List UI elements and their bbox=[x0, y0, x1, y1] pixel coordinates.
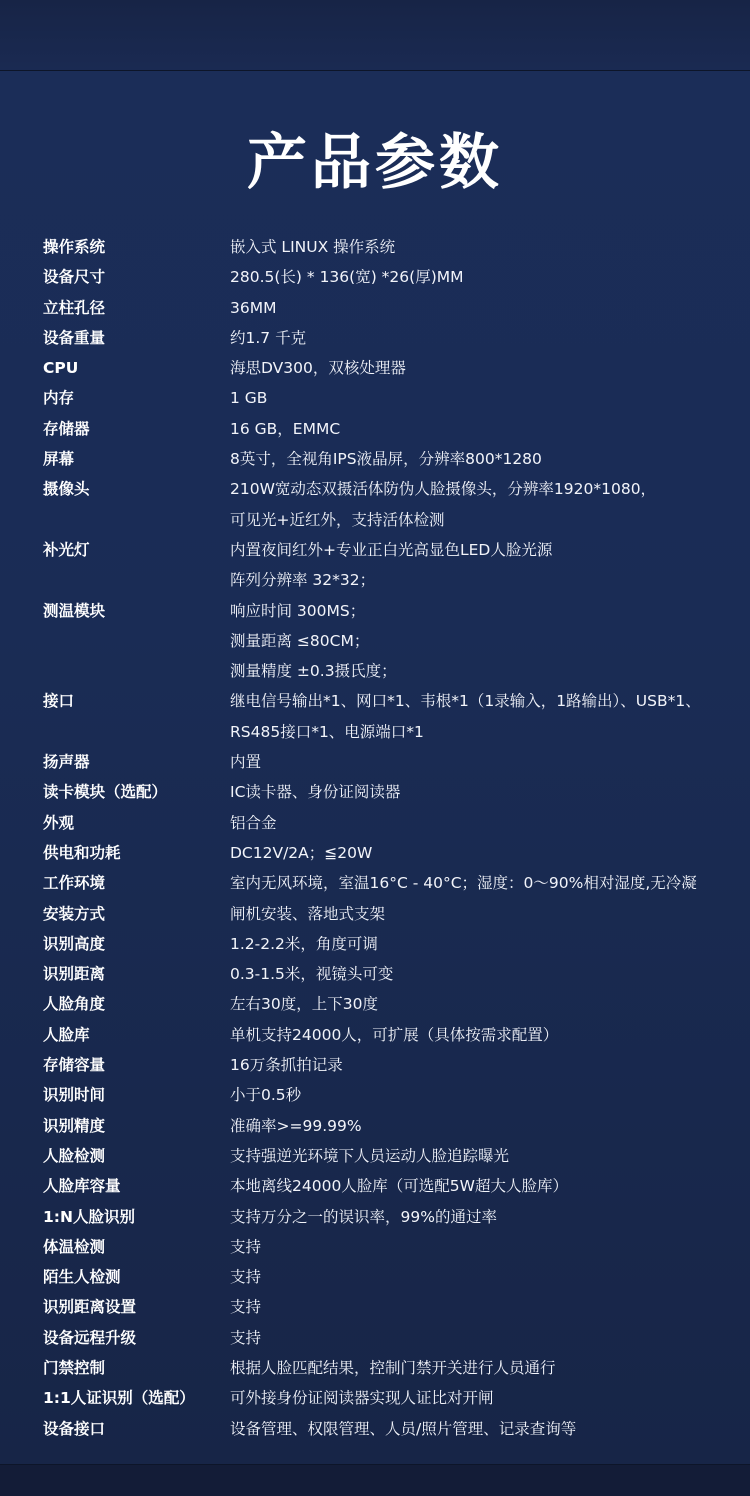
spec-label: 识别时间 bbox=[43, 1086, 106, 1105]
spec-value: 铝合金 bbox=[230, 813, 277, 832]
spec-label: 体温检测 bbox=[43, 1237, 106, 1256]
spec-value: 阵列分辨率 32*32； bbox=[230, 571, 376, 590]
spec-row bbox=[43, 1171, 743, 1201]
spec-value: 海思DV300，双核处理器 bbox=[230, 359, 406, 378]
spec-values bbox=[230, 1414, 743, 1444]
spec-value: 210W宽动态双摄活体防伪人脸摄像头，分辨率1920*1080， bbox=[230, 480, 657, 499]
spec-label: 供电和功耗 bbox=[43, 843, 121, 862]
spec-value: 1 GB bbox=[230, 389, 268, 408]
spec-value: 室内无风环境，室温16°C - 40°C；湿度：0～90%相对湿度,无冷凝 bbox=[230, 874, 697, 893]
spec-values bbox=[230, 1323, 743, 1353]
spec-value: 闸机安装、落地式支架 bbox=[230, 904, 386, 923]
spec-row bbox=[43, 262, 743, 292]
spec-value: 支持 bbox=[230, 1328, 262, 1347]
spec-row bbox=[43, 929, 743, 959]
spec-row bbox=[43, 535, 743, 596]
spec-value: 0.3-1.5米，视镜头可变 bbox=[230, 965, 394, 984]
top-band bbox=[0, 0, 750, 71]
spec-row bbox=[43, 989, 743, 1019]
spec-value: 支持强逆光环境下人员运动人脸追踪曝光 bbox=[230, 1146, 510, 1165]
spec-row bbox=[43, 777, 743, 807]
spec-value: 可见光+近红外，支持活体检测 bbox=[230, 510, 445, 529]
spec-value: 内置夜间红外+专业正白光高显色LED人脸光源 bbox=[230, 540, 553, 559]
spec-values bbox=[230, 262, 743, 292]
spec-label: 工作环境 bbox=[43, 874, 106, 893]
spec-label: 设备重量 bbox=[43, 328, 106, 347]
spec-label: 陌生人检测 bbox=[43, 1268, 121, 1287]
spec-value: RS485接口*1、电源端口*1 bbox=[230, 722, 424, 741]
spec-value: 约1.7 千克 bbox=[230, 328, 307, 347]
page-title: 产品参数 bbox=[247, 128, 503, 198]
spec-row bbox=[43, 838, 743, 868]
spec-value: 测量距离 ≤80CM； bbox=[230, 631, 370, 650]
spec-row bbox=[43, 1111, 743, 1141]
spec-row bbox=[43, 808, 743, 838]
spec-values bbox=[230, 777, 743, 807]
spec-row bbox=[43, 474, 743, 535]
spec-label: 人脸检测 bbox=[43, 1146, 106, 1165]
spec-label: 识别距离设置 bbox=[43, 1298, 137, 1317]
spec-value: DC12V/2A；≦20W bbox=[230, 843, 373, 862]
spec-value: 可外接身份证阅读器实现人证比对开闸 bbox=[230, 1389, 494, 1408]
spec-label: 外观 bbox=[43, 813, 75, 832]
spec-list bbox=[43, 232, 743, 1444]
spec-row bbox=[43, 1232, 743, 1262]
spec-value: 小于0.5秒 bbox=[230, 1086, 302, 1105]
spec-label: 设备远程升级 bbox=[43, 1328, 137, 1347]
spec-row bbox=[43, 444, 743, 474]
spec-values bbox=[230, 868, 743, 898]
spec-label: 补光灯 bbox=[43, 540, 90, 559]
spec-values bbox=[230, 353, 743, 383]
spec-value: 准确率>=99.99% bbox=[230, 1116, 362, 1135]
spec-value: 左右30度，上下30度 bbox=[230, 995, 378, 1014]
spec-row bbox=[43, 1050, 743, 1080]
spec-values bbox=[230, 474, 743, 535]
spec-value: 8英寸，全视角IPS液晶屏，分辨率800*1280 bbox=[230, 450, 542, 469]
spec-values bbox=[230, 1292, 743, 1322]
spec-values bbox=[230, 323, 743, 353]
spec-values bbox=[230, 444, 743, 474]
spec-row bbox=[43, 414, 743, 444]
spec-values bbox=[230, 383, 743, 413]
spec-row bbox=[43, 868, 743, 898]
spec-label: 存储器 bbox=[43, 419, 90, 438]
spec-label: 测温模块 bbox=[43, 601, 106, 620]
spec-values bbox=[230, 596, 743, 687]
spec-row bbox=[43, 383, 743, 413]
spec-value: 1.2-2.2米，角度可调 bbox=[230, 934, 378, 953]
spec-value: 继电信号输出*1、网口*1、韦根*1（1录输入，1路输出）、USB*1、 bbox=[230, 692, 701, 711]
spec-label: 识别距离 bbox=[43, 965, 106, 984]
spec-row bbox=[43, 1323, 743, 1353]
spec-values bbox=[230, 1353, 743, 1383]
spec-label: 接口 bbox=[43, 692, 75, 711]
spec-label: 读卡模块（选配） bbox=[43, 783, 168, 802]
spec-values bbox=[230, 232, 743, 262]
spec-row bbox=[43, 1353, 743, 1383]
spec-values bbox=[230, 1171, 743, 1201]
spec-value: 支持 bbox=[230, 1298, 262, 1317]
spec-row bbox=[43, 1262, 743, 1292]
spec-label: 安装方式 bbox=[43, 904, 106, 923]
spec-values bbox=[230, 1080, 743, 1110]
spec-row bbox=[43, 293, 743, 323]
spec-value: 嵌入式 LINUX 操作系统 bbox=[230, 238, 396, 256]
spec-row bbox=[43, 353, 743, 383]
spec-row bbox=[43, 1141, 743, 1171]
spec-row bbox=[43, 1414, 743, 1444]
spec-values bbox=[230, 899, 743, 929]
spec-values bbox=[230, 535, 743, 596]
spec-values bbox=[230, 808, 743, 838]
spec-values bbox=[230, 293, 743, 323]
spec-value: 支持 bbox=[230, 1237, 262, 1256]
spec-value: 280.5(长) * 136(宽) *26(厚)MM bbox=[230, 268, 464, 287]
spec-value: 根据人脸匹配结果，控制门禁开关进行人员通行 bbox=[230, 1358, 556, 1377]
spec-value: 内置 bbox=[230, 753, 262, 772]
spec-label: 人脸库容量 bbox=[43, 1177, 121, 1196]
spec-values bbox=[230, 1111, 743, 1141]
spec-row bbox=[43, 596, 743, 687]
spec-values bbox=[230, 1141, 743, 1171]
spec-row bbox=[43, 323, 743, 353]
spec-label: 内存 bbox=[43, 389, 75, 408]
spec-values bbox=[230, 838, 743, 868]
spec-label: 1:N人脸识别 bbox=[43, 1207, 135, 1226]
spec-value: 本地离线24000人脸库（可选配5W超大人脸库） bbox=[230, 1177, 568, 1196]
spec-values bbox=[230, 1020, 743, 1050]
spec-label: 人脸角度 bbox=[43, 995, 106, 1014]
spec-value: 16万条抓拍记录 bbox=[230, 1056, 343, 1075]
spec-value: 支持万分之一的误识率，99%的通过率 bbox=[230, 1207, 497, 1226]
spec-label: 设备尺寸 bbox=[43, 268, 106, 287]
spec-values bbox=[230, 686, 743, 747]
spec-values bbox=[230, 959, 743, 989]
spec-values bbox=[230, 929, 743, 959]
spec-label: CPU bbox=[43, 359, 79, 378]
spec-row bbox=[43, 232, 743, 262]
spec-values bbox=[230, 1383, 743, 1413]
spec-row bbox=[43, 1383, 743, 1413]
spec-label: 存储容量 bbox=[43, 1056, 106, 1075]
spec-value: 16 GB，EMMC bbox=[230, 419, 341, 438]
spec-values bbox=[230, 1232, 743, 1262]
spec-values bbox=[230, 1262, 743, 1292]
spec-label: 设备接口 bbox=[43, 1419, 106, 1438]
spec-values bbox=[230, 1202, 743, 1232]
spec-row bbox=[43, 686, 743, 747]
spec-label: 识别高度 bbox=[43, 934, 106, 953]
bottom-band bbox=[0, 1464, 750, 1496]
spec-values bbox=[230, 747, 743, 777]
spec-label: 1:1人证识别（选配） bbox=[43, 1389, 195, 1408]
spec-value: 单机支持24000人，可扩展（具体按需求配置） bbox=[230, 1025, 559, 1044]
spec-value: 支持 bbox=[230, 1268, 262, 1287]
spec-values bbox=[230, 414, 743, 444]
spec-value: 测量精度 ±0.3摄氏度； bbox=[230, 662, 397, 681]
spec-row bbox=[43, 959, 743, 989]
spec-row bbox=[43, 899, 743, 929]
spec-label: 识别精度 bbox=[43, 1116, 106, 1135]
spec-label: 立柱孔径 bbox=[43, 298, 106, 317]
spec-row bbox=[43, 1292, 743, 1322]
spec-label: 操作系统 bbox=[43, 238, 106, 256]
spec-value: IC读卡器、身份证阅读器 bbox=[230, 783, 401, 802]
spec-value: 设备管理、权限管理、人员/照片管理、记录查询等 bbox=[230, 1419, 577, 1438]
spec-row bbox=[43, 747, 743, 777]
spec-row bbox=[43, 1202, 743, 1232]
spec-label: 人脸库 bbox=[43, 1025, 90, 1044]
spec-values bbox=[230, 989, 743, 1019]
spec-label: 扬声器 bbox=[43, 753, 90, 772]
spec-label: 屏幕 bbox=[43, 450, 75, 469]
spec-values bbox=[230, 1050, 743, 1080]
spec-value: 36MM bbox=[230, 298, 277, 317]
spec-value: 响应时间 300MS； bbox=[230, 601, 366, 620]
spec-row bbox=[43, 1080, 743, 1110]
spec-label: 摄像头 bbox=[43, 480, 90, 499]
spec-row bbox=[43, 1020, 743, 1050]
spec-label: 门禁控制 bbox=[43, 1358, 106, 1377]
